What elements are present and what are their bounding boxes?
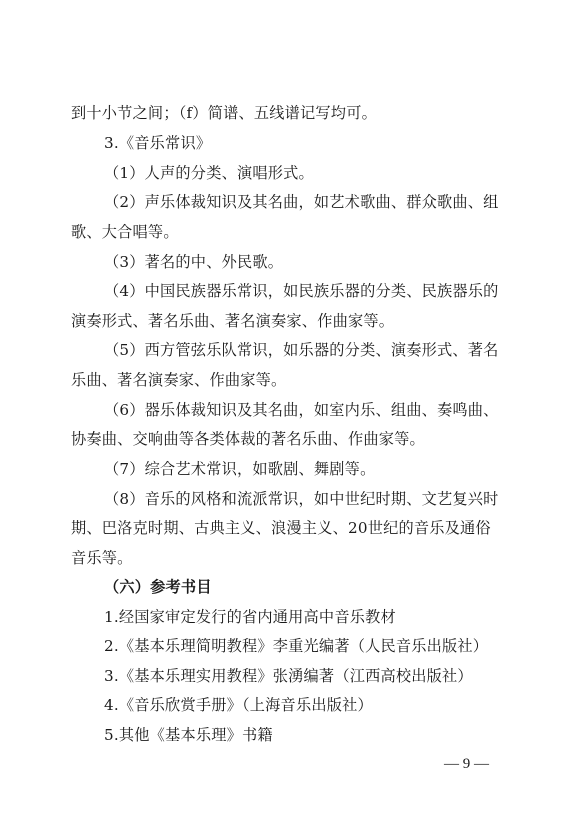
- paragraph-line: 期、巴洛克时期、古典主义、浪漫主义、20世纪的音乐及通俗: [71, 519, 491, 537]
- paragraph-line: 演奏形式、著名乐曲、著名演奏家、作曲家等。: [71, 312, 395, 330]
- paragraph-line: 协奏曲、交响曲等各类体裁的著名乐曲、作曲家等。: [71, 430, 425, 448]
- list-item: （2）声乐体裁知识及其名曲，如艺术歌曲、群众歌曲、组: [104, 193, 499, 211]
- paragraph-line: 乐曲、著名演奏家、作曲家等。: [71, 371, 287, 389]
- reference-item: 4.《音乐欣赏手册》（上海音乐出版社）: [104, 696, 373, 714]
- paragraph-line: 到十小节之间；（f）简谱、五线谱记写均可。: [71, 104, 377, 122]
- paragraph-line: 歌、大合唱等。: [71, 223, 179, 241]
- reference-item: 5.其他《基本乐理》书籍: [104, 726, 273, 744]
- section-heading-music-knowledge: 3.《音乐常识》: [104, 134, 212, 152]
- list-item: （1）人声的分类、演唱形式。: [104, 164, 314, 182]
- section-heading-references: （六）参考书目: [104, 578, 212, 596]
- list-item: （8）音乐的风格和流派常识，如中世纪时期、文艺复兴时: [104, 490, 499, 508]
- paragraph-line: 音乐等。: [71, 549, 133, 567]
- reference-item: 2.《基本乐理简明教程》李重光编著（人民音乐出版社）: [104, 637, 489, 655]
- reference-item: 3.《基本乐理实用教程》张湧编著（江西高校出版社）: [104, 667, 473, 685]
- list-item: （7）综合艺术常识，如歌剧、舞剧等。: [104, 460, 376, 478]
- list-item: （6）器乐体裁知识及其名曲，如室内乐、组曲、奏鸣曲、: [104, 401, 499, 419]
- reference-item: 1.经国家审定发行的省内通用高中音乐教材: [104, 608, 396, 626]
- list-item: （5）西方管弦乐队常识，如乐器的分类、演奏形式、著名: [104, 341, 499, 359]
- page-number: — 9 —: [444, 756, 489, 772]
- list-item: （4）中国民族器乐常识，如民族乐器的分类、民族器乐的: [104, 282, 499, 300]
- list-item: （3）著名的中、外民歌。: [104, 253, 284, 271]
